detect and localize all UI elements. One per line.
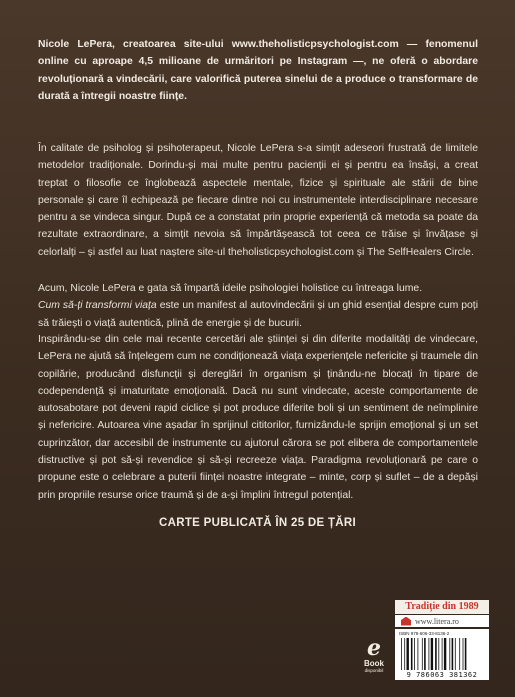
barcode-graphic — [401, 638, 483, 670]
publisher-web-row — [395, 615, 489, 627]
publisher-tradition: Tradiție din 1989 — [395, 600, 489, 614]
publisher-block — [395, 600, 489, 680]
body-paragraph-2 — [38, 280, 478, 332]
intro-paragraph: Nicole LePera, creatoarea site-ului www.theholisticpsychologist.com — fenomenul online cu aproape 4,5 milioane de urmăritori pe Instagram —, ne oferă o abordare revoluționară a vindecării, care valorifică puterea sinelui de a produce o transformare de durată a întregii noastre ființe. — [38, 39, 478, 102]
ebook-logo — [360, 637, 388, 674]
ebook-e-icon: e — [367, 635, 381, 661]
home-icon — [401, 617, 411, 626]
book-title-italic: Cum să-ți transformi viața — [38, 300, 157, 312]
body-paragraph-3: Inspirându-se din cele mai recente cercetări ale științei și din diferite modalități de vindecare, LePera ne ajută să înțelegem cum ne condiționează viața experiențele nefericite și traumele din copilărie, producând disfuncții și dereglări în organism și ținându-ne blocați în tipare de codependență și imaturitate emoțională. Dacă nu sunt vindecate, aceste comportamente de autosabotare pot deveni rapid ciclice și pot produce diferite boli și un sentiment de neîmplinire și nefericire. Autoarea vine așadar în sprijinul cititorilor, furnizându-le sprijin emoțional și un set cuprinzător, dar accesibil de instrumente cu ajutorul cărora se pot elibera de comportamentele distructive și pot să-și revendice și să-și recreeze viața. Paradigma revoluționară pe care o propune este o celebrare a puterii ființei noastre integrate – minte, corp și suflet – de a depăși prin propriile resurse orice traumă și de a-și împlini întregul potențial. — [38, 334, 478, 501]
isbn-text: ISBN 978-606-33-8136-2 — [399, 631, 450, 636]
ebook-availability: disponibil — [364, 668, 384, 673]
publisher-website: www.litera.ro — [415, 616, 459, 626]
ebook-word: Book — [364, 659, 384, 668]
paragraph-2-rest: este un manifest al autovindecării și un ghid esențial despre cum poți să trăiești o viață autentică, plină de energie și de bucurii. — [38, 300, 478, 329]
barcode-box — [395, 629, 489, 680]
barcode-digits: 9 786063 381362 — [406, 671, 478, 679]
paragraph-2-lead: Acum, Nicole LePera e gata să împartă ideile psihologiei holistice cu întreaga lume. — [38, 283, 423, 294]
countries-tagline: CARTE PUBLICATĂ ÎN 25 DE ȚĂRI — [159, 517, 356, 529]
body-paragraph-1: În calitate de psiholog și psihoterapeut, Nicole LePera s-a simțit adeseori frustrată de limitele metodelor tradiționale. Dorindu-și mai multe pentru pacienții ei și pentru ea însăși, a creat treptat o filosofie ce înglobează aspectele mentale, fizice și spirituale ale stării de bine personale și care îl echipează pe fiecare dintre noi cu instrumentele interdisciplinare necesare pentru a se vindeca singur. După ce a constatat prin proprie experiență că metoda sa poate da rezultate extraordinare, a simțit nevoia să împărtășească tot ceea ce trăise și învățase și celorlalți – și astfel au luat naștere site-ul theholisticpsychologist.com și The SelfHealers Circle. — [38, 143, 478, 258]
